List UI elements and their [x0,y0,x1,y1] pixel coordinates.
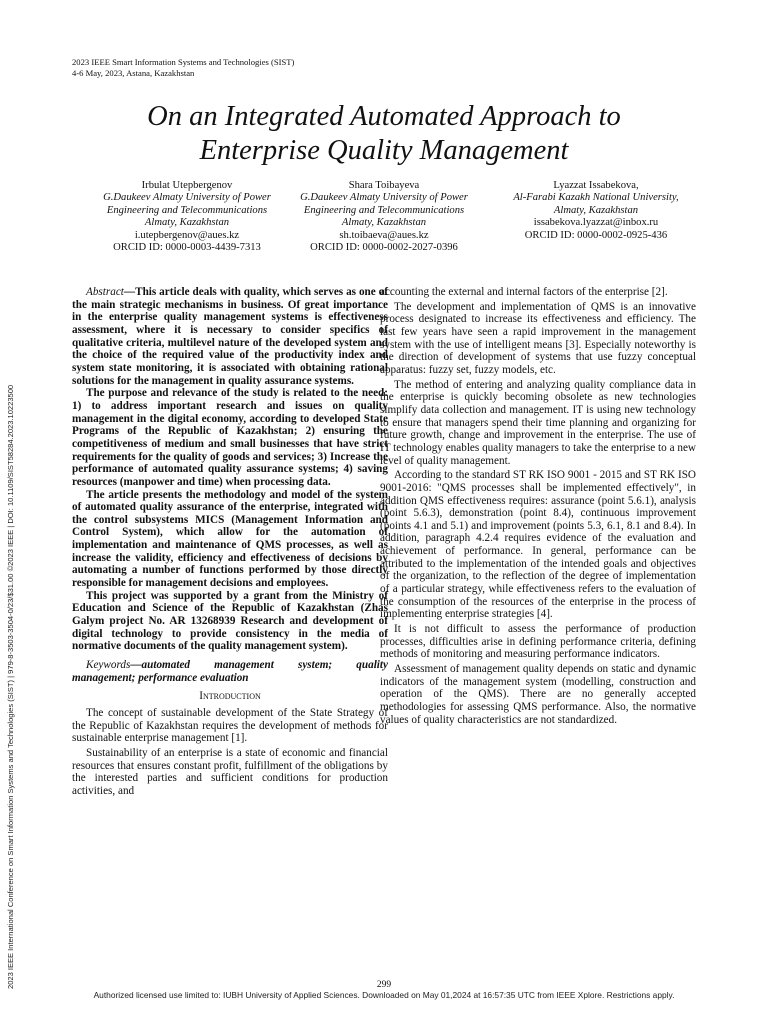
doi-sidebar: 2023 IEEE International Conference on Smart Information Systems and Technologies (SIST) | 979-8-3503-3504-0/23/$31.00 ©2023 IEEE | DOI: 10.1109/SIST58284.2023.10223500 [6,384,15,989]
body-paragraph: The method of entering and analyzing quality compliance data in the enterprise is quickly becoming obsolete as new technologies simplify data collection and management. IT is using new technology to ensure that managers spend their time planning and organizing for future growth, change and improvement in the enterprise. The use of IT technology enables quality managers to take the enterprise to a new level of quality management. [380,378,696,467]
body-paragraph: The concept of sustainable development of the State Strategy of the Republic of Kazakhstan requires the development of methods for sustainable enterprise management [1]. [72,707,388,745]
author-affiliation: G.Daukeev Almaty University of Power [103,192,271,204]
author-orcid: ORCID ID: 0000-0002-2027-0396 [310,242,458,254]
abstract-paragraph [72,286,388,387]
abstract-label: Abstract [86,286,124,298]
author-name: Shara Toibayeva [348,180,420,191]
author-email: sh.toibaeva@aues.kz [339,229,429,241]
author-block-1 [72,180,302,254]
author-city: Almaty, Kazakhstan [341,217,427,229]
conference-name: 2023 IEEE Smart Information Systems and Technologies (SIST) [72,57,295,67]
body-paragraph: It is not difficult to assess the performance of production processes, difficulties arise in defining performance criteria, defining methods of monitoring and measuring performance indicators. [380,623,696,661]
paper-title [60,100,708,168]
abstract [72,286,388,653]
keywords [72,659,388,684]
author-block-2 [269,180,499,254]
keywords-label: Keywords [86,659,131,672]
author-affiliation: Al-Farabi Kazakh National University, [513,192,679,204]
section-heading-introduction: Introduction [199,690,261,703]
author-orcid: ORCID ID: 0000-0002-0925-436 [524,229,668,241]
author-affiliation: G.Daukeev Almaty University of Power [300,192,468,204]
author-orcid: ORCID ID: 0000-0003-4439-7313 [113,242,261,254]
conference-header [72,57,294,79]
author-affiliation: Engineering and Telecommunications [303,204,465,216]
license-footer: Authorized licensed use limited to: IUBH University of Applied Sciences. Downloaded on May 01,2024 at 16:57:35 UTC from IEEE Xplore. Restrictions apply. [93,990,675,1000]
body-paragraph: Sustainability of an enterprise is a state of economic and financial resources that ensures constant profit, fulfillment of the obligations by the interested parties and sufficient conditions for production activities, and [72,746,388,797]
body-paragraph: Assessment of management quality depends on static and dynamic indicators of the management system (modelling, construction and operation of the QMS). There are no generally accepted methodologies for assessing QMS performance. Also, the normative values of quality characteristics are not standardized. [380,663,696,726]
author-name: Irbulat Utepbergenov [141,180,233,191]
abstract-paragraph: The article presents the methodology and model of the system of automated quality assurance of the enterprise, integrated with the control subsystems MICS (Management Information and Control System), which allow for the automation of implementation and maintenance of QMS processes, as well as increase the validity, efficiency and effectiveness of decisions by automating a number of functions performed by those directly responsible for management decisions and employees. [72,488,388,590]
page-number: 299 [376,980,392,990]
conference-date-location: 4-6 May, 2023, Astana, Kazakhstan [72,68,195,78]
right-column [380,286,696,726]
abstract-paragraph: The purpose and relevance of the study is related to the need: 1) to address important research and issues on quality management in the digital economy, according to developed State Programs of the Republic of Kazakhstan; 2) ensuring the competitiveness of medium and small businesses that have strict requirements for the quality of goods and services; 3) Increase the performance of automated quality assurance systems; 4) saving resources (manpower and time) when processing data. [72,387,388,488]
abstract-text: —This article deals with quality, which serves as one of the main strategic mechanisms in business. Of great importance in the enterprise quality management systems is effectiveness assessment, where it is necessary to consider specifics of qualitative criteria, multilevel nature of the developed system and the choice of the required value of the productivity index and system state monitoring, it is associated with obtaining rational solutions for the management in quality assurance systems. [72,286,388,387]
title-line-2: Enterprise Quality Management [199,135,569,166]
body-paragraph: The development and implementation of QMS is an innovative process designated to increase its effectiveness and efficiency. The last few years have seen a rapid improvement in the management system with the use of intelligent means [3]. Especially noteworthy is the direction of development of systems that use fuzzy conceptual apparatus: fuzzy set, fuzzy models, etc. [380,300,696,376]
author-email: i.utepbergenov@aues.kz [134,229,240,241]
author-email: issabekova.lyazzat@inbox.ru [533,217,659,229]
left-column [72,286,388,798]
body-paragraph: accounting the external and internal factors of the enterprise [2]. [380,286,668,298]
author-name: Lyazzat Issabekova, [553,180,639,191]
keywords-text: —automated management system; quality management; performance evaluation [72,659,388,684]
title-line-1: On an Integrated Automated Approach to [147,101,621,132]
abstract-paragraph: This project was supported by a grant from the Ministry of Education and Science of the Republic of Kazakhstan (Zhas Galym project No. AR 13268939 Research and development of digital technology to provide consistency in the media of normative documents of the quality management system). [72,589,388,653]
author-affiliation: Engineering and Telecommunications [106,204,268,216]
author-city: Almaty, Kazakhstan [553,204,639,216]
author-block-3 [481,180,711,242]
body-paragraph: According to the standard ST RK ISO 9001 - 2015 and ST RK ISO 9001-2016: "QMS processes shall be implemented effectively", in addition QMS effectiveness requires: assurance (point 5.6.1), analysis (point 5.6.3), demonstration (point 8.4), continuous improvement (points 4.1 and 5.1) and improvement (points 5.3, 6.1, 8.1 and 8.4). In addition, paragraph 4.2.4 requires evidence of the evaluation and achievement of performance. In general, performance can be attributed to the implementation of the intended goals and objectives of the organization, to the reflection of the degree of implementation of a particular strategy, while effectiveness refers to the evaluation of the consumption of the resources of the enterprise in the process of implementing enterprise strategies [4]. [380,469,696,621]
author-city: Almaty, Kazakhstan [144,217,230,229]
